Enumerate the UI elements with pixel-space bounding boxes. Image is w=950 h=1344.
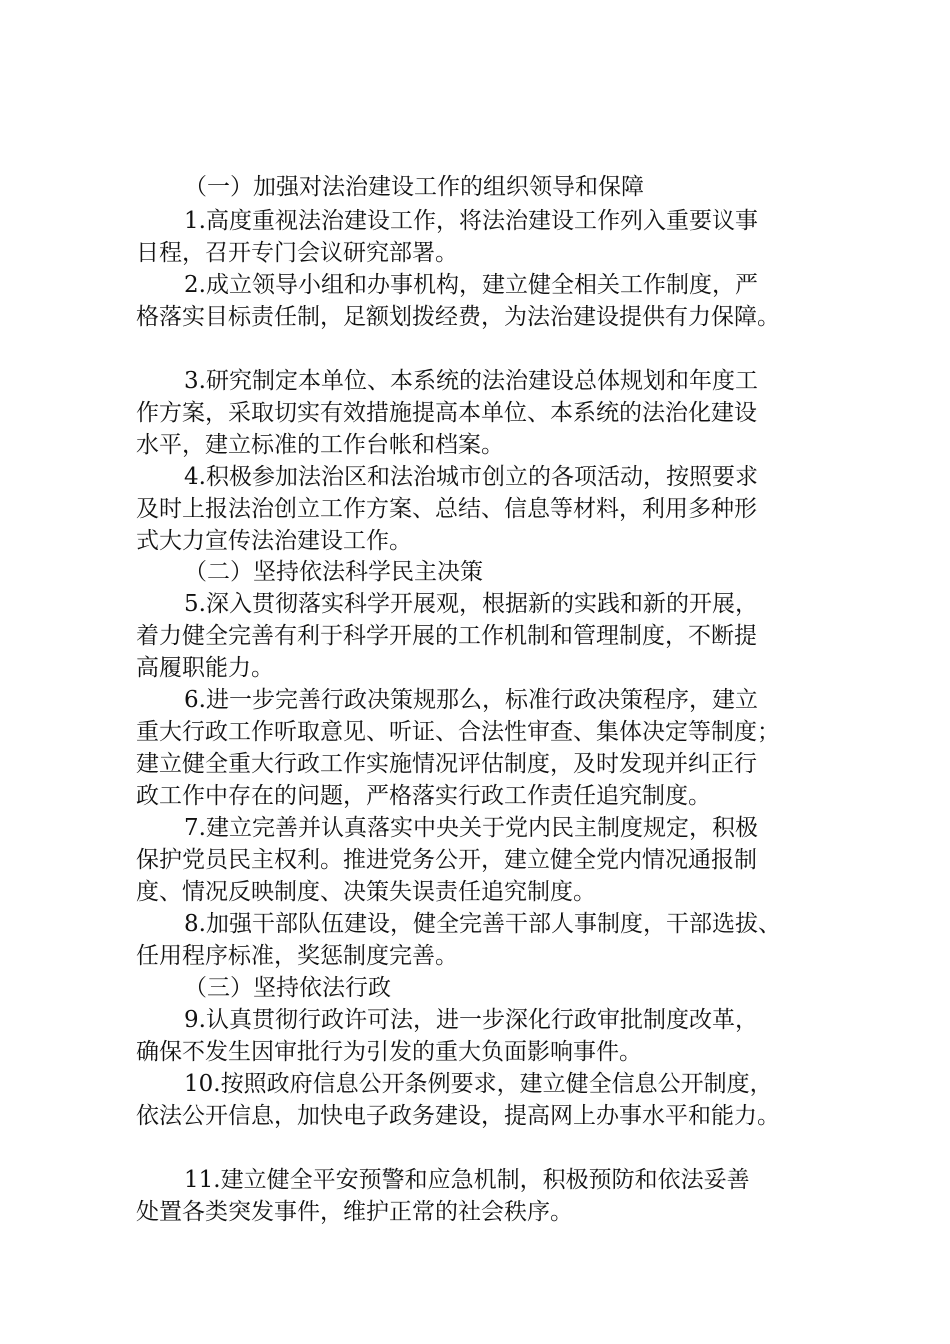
paragraph-line: 处置各类突发事件，维护正常的社会秩序。 bbox=[136, 1199, 573, 1225]
paragraph-line: 确保不发生因审批行为引发的重大负面影响事件。 bbox=[136, 1039, 642, 1065]
paragraph-line: 8.加强干部队伍建设，健全完善干部人事制度，干部选拔、 bbox=[184, 911, 781, 937]
paragraph-line: 建立健全重大行政工作实施情况评估制度，及时发现并纠正行 bbox=[136, 751, 757, 777]
paragraph-line: 任用程序标准，奖惩制度完善。 bbox=[136, 943, 458, 969]
paragraph-line: 4.积极参加法治区和法治城市创立的各项活动，按照要求 bbox=[184, 464, 758, 490]
paragraph-line: 重大行政工作听取意见、听证、合法性审查、集体决定等制度； bbox=[136, 719, 780, 745]
paragraph-line: 作方案，采取切实有效措施提高本单位、本系统的法治化建设 bbox=[136, 400, 757, 426]
paragraph-line: 格落实目标责任制，足额划拨经费，为法治建设提供有力保障。 bbox=[136, 304, 780, 330]
paragraph-line: 保护党员民主权利。推进党务公开，建立健全党内情况通报制 bbox=[136, 847, 757, 873]
paragraph-line: 7.建立完善并认真落实中央关于党内民主制度规定，积极 bbox=[184, 815, 758, 841]
section-heading-2: （二）坚持依法科学民主决策 bbox=[184, 559, 483, 585]
paragraph-line: 11.建立健全平安预警和应急机制，积极预防和依法妥善 bbox=[184, 1167, 750, 1193]
section-heading-3: （三）坚持依法行政 bbox=[184, 975, 391, 1001]
paragraph-line: 度、情况反映制度、决策失误责任追究制度。 bbox=[136, 879, 596, 905]
section-heading-1: （一）加强对法治建设工作的组织领导和保障 bbox=[184, 174, 644, 200]
paragraph-line: 水平，建立标准的工作台帐和档案。 bbox=[136, 432, 504, 458]
paragraph-line: 政工作中存在的问题，严格落实行政工作责任追究制度。 bbox=[136, 783, 711, 809]
paragraph-line: 式大力宣传法治建设工作。 bbox=[136, 528, 412, 554]
paragraph-line: 9.认真贯彻行政许可法，进一步深化行政审批制度改革， bbox=[184, 1007, 758, 1033]
paragraph-line: 1.高度重视法治建设工作，将法治建设工作列入重要议事 bbox=[184, 208, 758, 234]
paragraph-line: 3.研究制定本单位、本系统的法治建设总体规划和年度工 bbox=[184, 368, 758, 394]
paragraph-line: 5.深入贯彻落实科学开展观，根据新的实践和新的开展， bbox=[184, 591, 758, 617]
paragraph-line: 及时上报法治创立工作方案、总结、信息等材料，利用多种形 bbox=[136, 496, 757, 522]
paragraph-line: 10.按照政府信息公开条例要求，建立健全信息公开制度， bbox=[184, 1071, 773, 1097]
paragraph-line: 着力健全完善有利于科学开展的工作机制和管理制度，不断提 bbox=[136, 623, 757, 649]
paragraph-line: 高履职能力。 bbox=[136, 655, 274, 681]
paragraph-line: 6.进一步完善行政决策规那么，标准行政决策程序，建立 bbox=[184, 687, 758, 713]
paragraph-line: 依法公开信息，加快电子政务建设，提高网上办事水平和能力。 bbox=[136, 1103, 780, 1129]
paragraph-line: 日程，召开专门会议研究部署。 bbox=[136, 240, 458, 266]
paragraph-line: 2.成立领导小组和办事机构，建立健全相关工作制度，严 bbox=[184, 272, 758, 298]
